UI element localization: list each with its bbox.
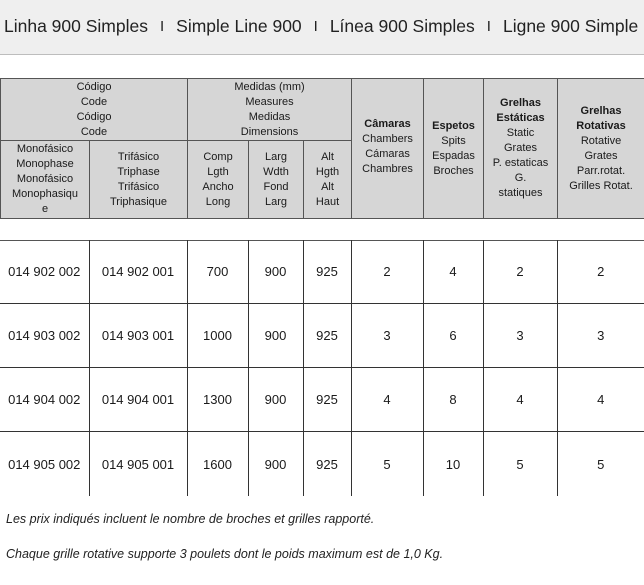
header-grelhas-rotativas: Grelhas Rotativas Rotative Grates Parr.rotat. Grilles Rotat. [558,79,644,219]
cell-grelhas-rot: 4 [557,368,644,432]
cell-comp: 1000 [187,304,248,368]
cell-larg: 900 [248,240,303,304]
cell-camaras: 2 [351,240,423,304]
cell-espetos: 6 [423,304,483,368]
title-separator: I [486,18,491,35]
cell-tri: 014 902 001 [89,240,187,304]
title-separator: I [313,18,318,35]
cell-grelhas-est: 5 [483,432,557,497]
title-bar [0,0,644,55]
cell-larg: 900 [248,368,303,432]
header-medidas: Medidas (mm) Measures Medidas Dimensions [188,79,352,141]
cell-grelhas-est: 3 [483,304,557,368]
header-trifasico: Trifásico Triphase Trifásico Triphasique [90,141,188,219]
cell-espetos: 4 [423,240,483,304]
table-gap [0,218,644,241]
cell-grelhas-est: 4 [483,368,557,432]
header-camaras: Câmaras Chambers Cámaras Chambres [352,79,424,219]
header-espetos: Espetos Spits Espadas Broches [424,79,484,219]
cell-tri: 014 904 001 [89,368,187,432]
table-row [0,432,644,497]
header-monofasico: Monofásico Monophase Monofásico Monophasiqu e [1,141,90,219]
title-pt: Linha 900 Simples [4,16,148,36]
cell-comp: 1300 [187,368,248,432]
footnote-grille-capacity: Chaque grille rotative supporte 3 poulets dont le poids maximum est de 1,0 Kg. [6,547,444,561]
table-row [0,240,644,304]
table-row [0,368,644,432]
cell-grelhas-est: 2 [483,240,557,304]
page-title [4,16,638,37]
cell-espetos: 10 [423,432,483,497]
cell-tri: 014 905 001 [89,432,187,497]
cell-grelhas-rot: 3 [557,304,644,368]
cell-mono: 014 902 002 [0,240,89,304]
cell-mono: 014 903 002 [0,304,89,368]
title-fr: Ligne 900 Simple [502,16,639,36]
title-en: Simple Line 900 [176,16,302,36]
title-es: Línea 900 Simples [329,16,475,36]
cell-mono: 014 905 002 [0,432,89,497]
title-separator: I [159,18,165,35]
cell-comp: 700 [187,240,248,304]
cell-alt: 925 [303,432,351,497]
cell-larg: 900 [248,304,303,368]
cell-alt: 925 [303,304,351,368]
cell-camaras: 3 [351,304,423,368]
header-codigo: Código Code Código Code [1,79,188,141]
cell-larg: 900 [248,432,303,497]
cell-grelhas-rot: 2 [557,240,644,304]
footnote-prices: Les prix indiqués incluent le nombre de broches et grilles rapporté. [6,512,375,526]
cell-espetos: 8 [423,368,483,432]
cell-camaras: 4 [351,368,423,432]
cell-camaras: 5 [351,432,423,497]
header-larg: Larg Wdth Fond Larg [249,141,304,219]
header-alt: Alt Hgth Alt Haut [304,141,352,219]
spec-table-header [0,78,644,219]
cell-comp: 1600 [187,432,248,497]
cell-mono: 014 904 002 [0,368,89,432]
spec-table-body [0,240,644,496]
cell-grelhas-rot: 5 [557,432,644,497]
header-grelhas-estaticas: Grelhas Estáticas Static Grates P. estaticas G. statiques [484,79,558,219]
cell-alt: 925 [303,240,351,304]
table-row [0,304,644,368]
cell-tri: 014 903 001 [89,304,187,368]
header-comp: Comp Lgth Ancho Long [188,141,249,219]
cell-alt: 925 [303,368,351,432]
